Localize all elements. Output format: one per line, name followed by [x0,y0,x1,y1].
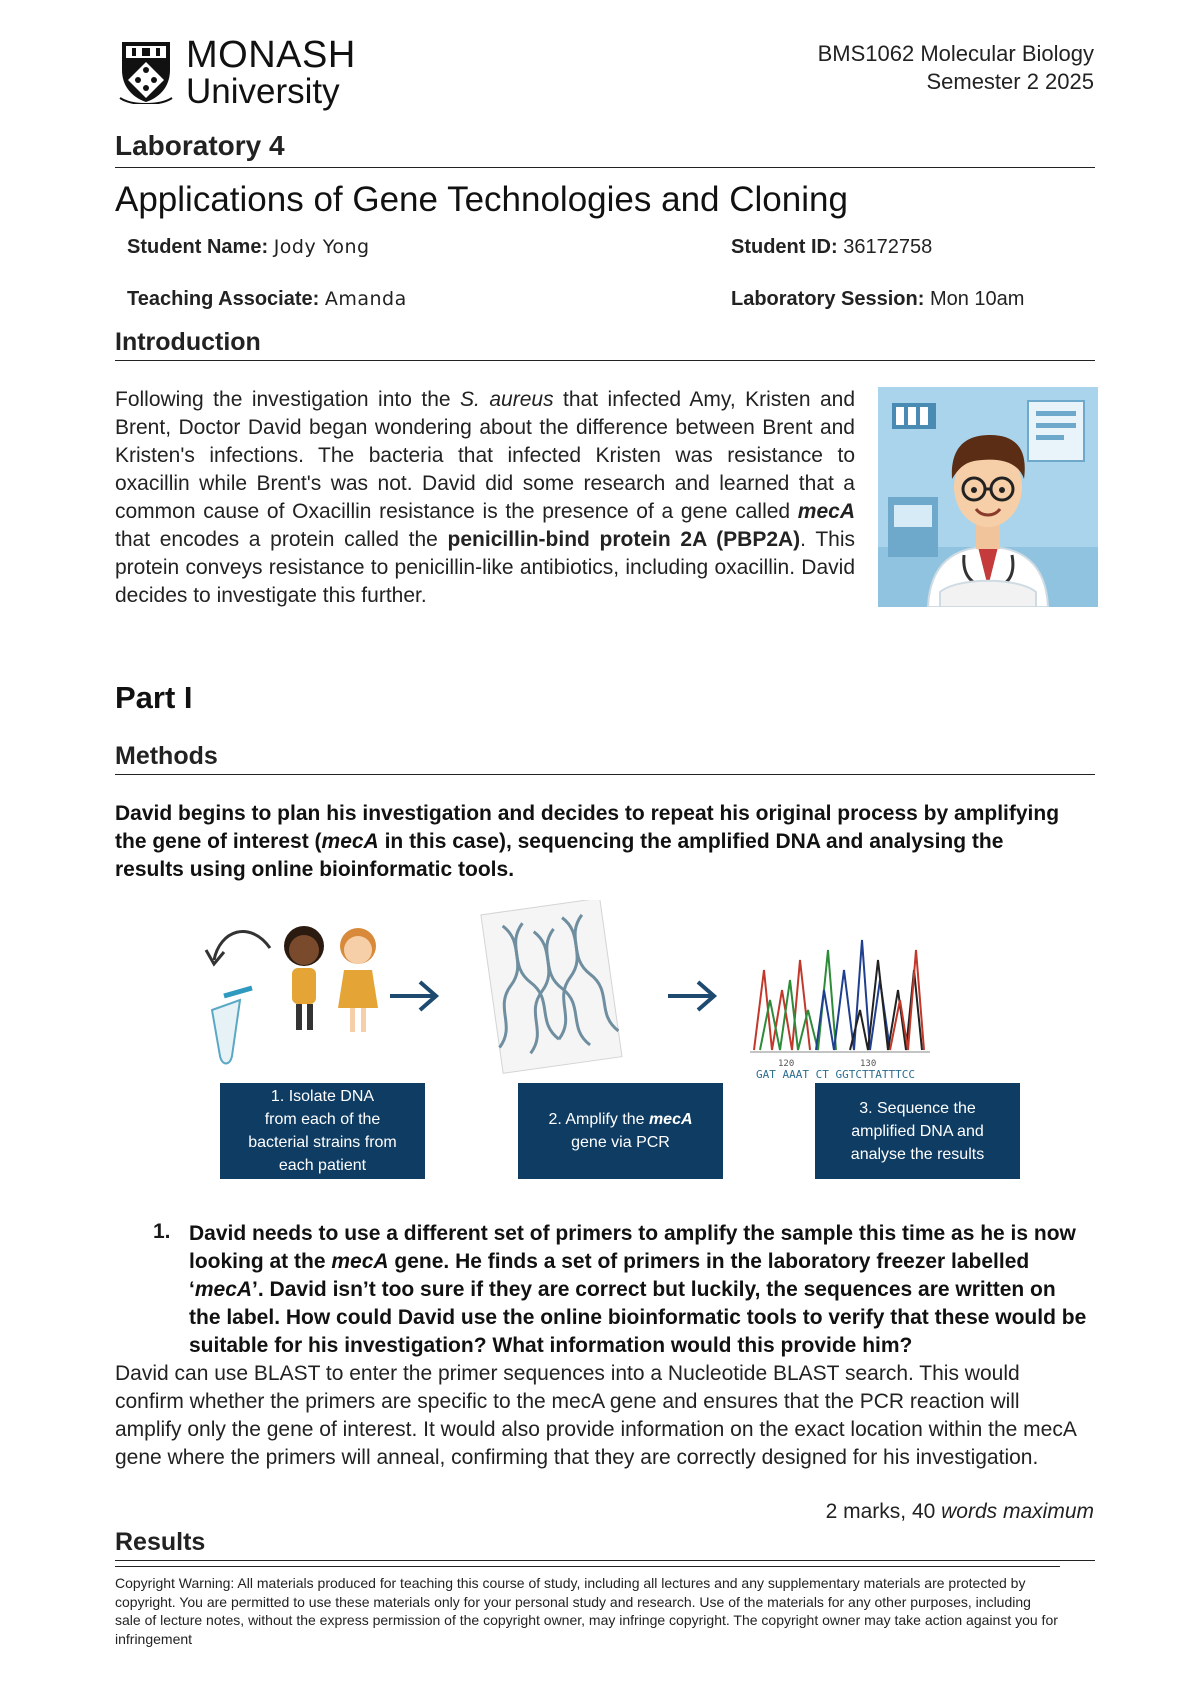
teaching-associate-value: Amanda [324,288,407,310]
logo-wordmark-university: University [186,72,340,111]
arrow-right-icon [668,982,714,1010]
step-3-line: amplified DNA and [851,1122,984,1140]
chromatogram-icon [750,940,930,1052]
semester: Semester 2 2025 [926,69,1094,94]
step-1-line: 1. Isolate DNA [270,1088,375,1105]
marks-note [826,1500,1094,1524]
page-title: Applications of Gene Technologies and Cloning [115,180,848,219]
question-1-text [189,1220,1089,1360]
methods-intro-text-2: in this case), sequencing the amplified DNA and analysing the results using online bioinformatic tools. [115,830,1004,881]
intro-text-3: that encodes a protein called the [115,528,448,551]
intro-text-2: that infected Amy, Kristen and Brent, Doctor David began wondering about the difference between Brent and Kristen's infections. The bacteria that infected Kristen was resistance to oxacillin while Brent's was not. David did some research and learned that a common cause of Oxacillin resistance is the presence of a gene called [115,388,856,523]
student-id-value: 36172758 [843,236,933,258]
intro-text-1: Following the investigation into the [115,388,461,411]
course-code: BMS1062 Molecular Biology [817,41,1094,66]
part-heading: Part I [115,680,193,715]
arrow-right-icon [390,982,436,1010]
marks-text: 2 marks, 40 [825,1500,942,1523]
student-name-label: Student Name: [127,236,269,258]
step-2-text: gene via PCR [571,1134,670,1151]
student-id-field [731,236,932,259]
organism-name: S. aureus [460,388,554,411]
course-info [818,40,1094,96]
lab-session-value: Mon 10am [929,288,1025,310]
introduction-heading: Introduction [115,328,261,356]
methods-intro [115,800,1075,884]
step-1-line: from each of the [264,1111,381,1128]
teaching-associate-field [127,288,407,311]
gene-name: mecA [797,500,855,523]
answer-1-text[interactable]: David can use BLAST to enter the primer sequences into a Nucleotide BLAST search. This would confirm whether the primers are specific to the mecA gene and ensures that the PCR reaction will amplify only the gene of interest. It would also provide information on the exact location within the mecA gene where the primers will anneal, confirming that they are correctly designed for his investigation. [115,1362,1076,1469]
step-1-box [220,1083,425,1179]
student-name-value: Jody Yong [273,236,370,258]
step-3-line: analyse the results [850,1145,985,1163]
teaching-associate-label: Teaching Associate: [127,288,320,310]
lab-session-label: Laboratory Session: [731,288,925,310]
step-1-line: each patient [278,1157,367,1174]
step-2-text: 2. Amplify the [548,1111,649,1128]
intro-text-4: . This protein conveys resistance to penicillin-like antibiotics, including oxacillin. David decides to investigate this further. [115,528,855,607]
question-text-2: gene. He finds a set of primers in the laboratory freezer labelled ‘ [189,1250,1030,1301]
question-text-3: ’. David isn’t too sure if they are correct but luckily, the sequences are written on the label. How could David use the online bioinformatic tools to verify that these would be suitable for his investigation? What information would this provide him? [189,1278,1087,1357]
footer-divider [115,1566,1060,1567]
step-1-line: bacterial strains from [248,1134,397,1151]
results-heading: Results [115,1528,206,1556]
copyright-warning: Copyright Warning: All materials produced for teaching this course of study, including all lectures and any supplementary materials are protected by copyright. You are permitted to use these materials only for your personal study and research. Use of the materials for any other purposes, including sale of lecture notes, without the express permission of the copyright owner, may infringe copyright. The copyright owner may take action against you for infringement [115,1575,1058,1647]
sequence-position-1: 120 [778,1059,795,1069]
patient-icon [344,936,372,964]
step-2-box [518,1083,723,1179]
gene-name: mecA [648,1111,693,1128]
gene-name: mecA [194,1278,253,1301]
sequence-text: GAT AAAT CT GGTCTTATTTCC [756,1068,915,1080]
methods-intro-text-1: David begins to plan his investigation and decides to repeat his original process by amplifying the gene of interest ( [115,802,1060,853]
lab-session-field [731,288,1024,311]
lab-title: Laboratory 4 [115,130,285,161]
workflow-figure [200,900,1040,1190]
divider [115,1560,1095,1561]
workflow-illustration [200,900,1040,1080]
patient-icon [289,935,319,965]
student-id-label: Student ID: [731,236,838,258]
methods-heading: Methods [115,742,218,770]
logo-wordmark-monash: MONASH [186,34,356,76]
question-text-1: David needs to use a different set of primers to amplify the sample this time as he is now looking at the [189,1222,1076,1273]
protein-name: penicillin-bind protein 2A (PBP2A) [447,528,801,551]
monash-crest-icon [118,40,174,104]
step-3-line: 3. Sequence the [859,1099,976,1117]
doctor-illustration [878,387,1098,607]
student-name-field [127,236,370,259]
question-number: 1. [153,1220,171,1243]
gene-name: mecA [321,830,379,853]
sequence-position-2: 130 [860,1059,877,1069]
step-3-box [815,1083,1020,1179]
gene-name: mecA [331,1250,389,1273]
test-tube-icon [212,1000,240,1064]
word-limit-text: words maximum [941,1500,1094,1523]
introduction-paragraph [115,386,855,610]
divider [115,774,1095,775]
divider [115,360,1095,361]
divider [115,167,1095,168]
